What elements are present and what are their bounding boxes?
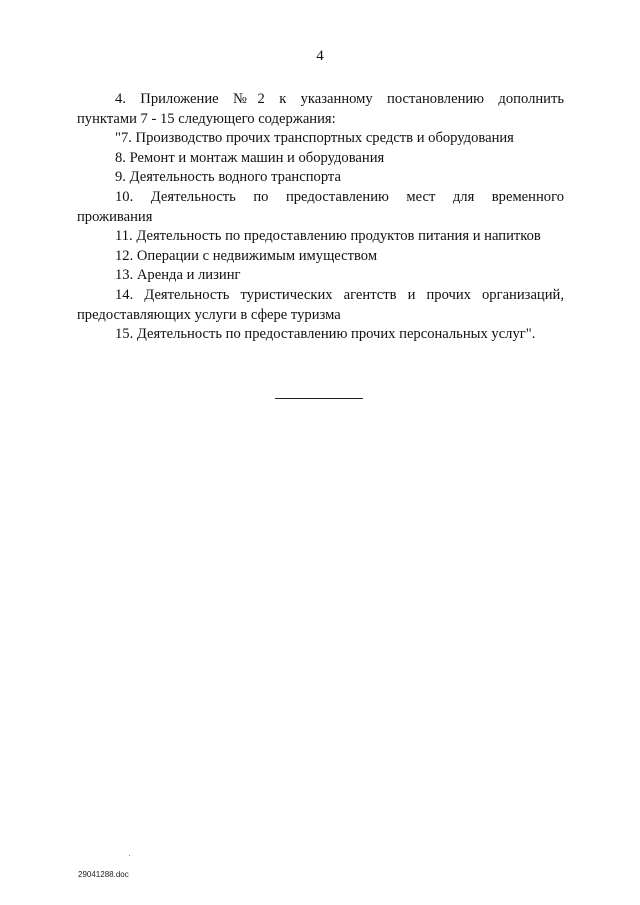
list-item-11: 11. Деятельность по предоставлению продуктов питания и напитков [115,228,541,245]
document-body [77,90,564,345]
list-item-12: 12. Операции с недвижимым имуществом [115,247,378,264]
list-item-13: 13. Аренда и лизинг [115,267,241,284]
paragraph-4-line-2: пунктами 7 - 15 следующего содержания: [77,110,336,127]
list-item-10-line-2: проживания [77,208,153,225]
list-item-15: 15. Деятельность по предоставлению прочих персональных услуг". [115,326,536,343]
scan-speck [129,855,130,856]
page-number: 4 [316,48,324,64]
list-item-8: 8. Ремонт и монтаж машин и оборудования [115,149,385,166]
list-item-10-line-1: 10. Деятельность по предоставлению мест для временного [115,188,564,205]
footer-filename: 29041288.doc [78,870,129,879]
list-item-14-line-2: предоставляющих услуги в сфере туризма [77,306,341,323]
list-item-7: "7. Производство прочих транспортных средств и оборудования [115,130,514,147]
list-item-9: 9. Деятельность водного транспорта [115,169,341,186]
list-item-14-line-1: 14. Деятельность туристических агентств и прочих организаций, [115,286,564,303]
separator-line [275,398,363,399]
paragraph-4-line-1: 4. Приложение №2 к указанному постановлению дополнить [115,91,564,107]
